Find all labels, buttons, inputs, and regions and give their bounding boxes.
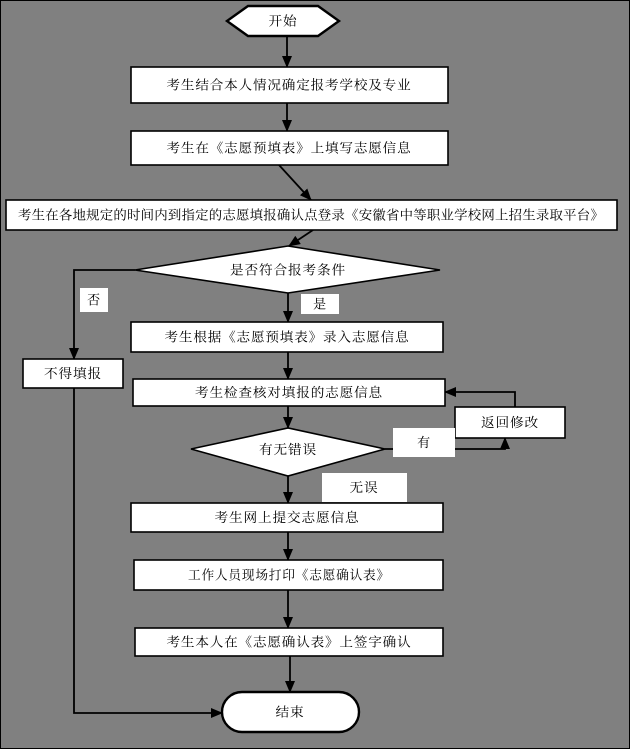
step-submit-online-label: 考生网上提交志愿信息 [214, 511, 353, 526]
end-node-label: 结束 [275, 705, 304, 721]
label-no-text: 否 [87, 293, 101, 309]
decision-eligibility-label: 是否符合报考条件 [230, 263, 341, 279]
edge-step2-step3 [279, 165, 311, 200]
edge-step3-decision1 [289, 230, 313, 246]
label-has-error-text: 有 [417, 436, 431, 451]
step-print-confirm-label: 工作人员现场打印《志愿确认表》 [188, 568, 396, 584]
edge-decision1-notallowed [74, 270, 135, 359]
step-check-info-label: 考生检查核对填报的志愿信息 [195, 386, 375, 401]
label-no-error-text: 无误 [349, 481, 379, 496]
step-login-platform-label: 考生在各地规定的时间内到指定的志愿填报确认点登录《安徽省中等职业学校网上招生录取平台》 [18, 208, 586, 224]
start-node-label: 开始 [268, 14, 298, 30]
edge-returnmodify-step5 [445, 392, 515, 407]
edge-notallowed-end [74, 388, 222, 713]
step-enter-info-label: 考生根据《志愿预填表》录入志愿信息 [164, 330, 400, 346]
label-yes-text: 是 [313, 297, 327, 313]
return-modify-label: 返回修改 [481, 416, 539, 431]
step-determine-school-label: 考生结合本人情况确定报考学校及专业 [166, 78, 402, 94]
step-fill-preform-label: 考生在《志愿预填表》上填写志愿信息 [166, 141, 402, 157]
step-sign-confirm-label: 考生本人在《志愿确认表》上签字确认 [166, 635, 402, 651]
not-allowed-label: 不得填报 [44, 367, 100, 382]
decision-errors-label: 有无错误 [259, 443, 315, 458]
